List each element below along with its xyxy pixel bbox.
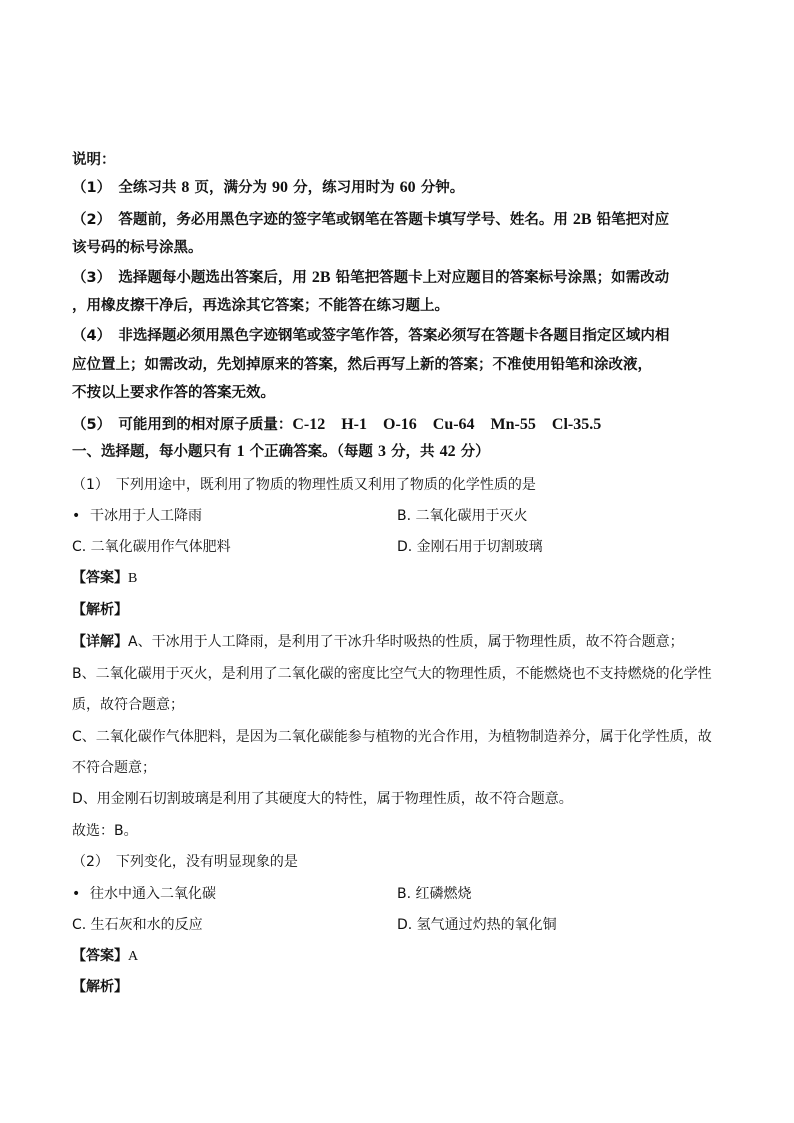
question-2-option-b: B. 红磷燃烧 — [397, 886, 472, 902]
question-2-option-d: D. 氢气通过灼热的氧化铜 — [397, 917, 557, 933]
question-1-detail-1: B、二氧化碳用于灭火，是利用了二氧化碳的密度比空气大的物理性质，不能燃烧也不支持燃烧的化学性 — [72, 666, 712, 682]
question-2-option-a: • 往水中通入二氧化碳 — [72, 886, 216, 902]
question-2-stem: （2） 下列变化，没有明显现象的是 — [72, 854, 298, 870]
instruction-3-cont: ，用橡皮擦干净后，再选涂其它答案；不能答在练习题上。 — [72, 298, 449, 314]
question-1-detail-3: C、二氧化碳作气体肥料，是因为二氧化碳能参与植物的光合作用，为植物制造养分，属于化学性质，故 — [72, 729, 712, 745]
section-heading: 一、选择题，每小题只有 1 个正确答案。（每题 3 分，共 42 分） — [72, 443, 490, 460]
instruction-2: （2） 答题前，务必用黑色字迹的签字笔或钢笔在答题卡填写学号、姓名。用 2B 铅笔把对应 — [72, 211, 670, 228]
question-1-detail-0: 【详解】A、干冰用于人工降雨，是利用了干冰升华时吸热的性质，属于物理性质，故不符合题意； — [72, 634, 684, 650]
instruction-4-cont1: 应位置上；如需改动，先划掉原来的答案，然后再写上新的答案；不准使用铅笔和涂改液， — [72, 357, 652, 373]
bullet-icon: • — [72, 508, 81, 524]
question-1-detail-6: 故选：B。 — [72, 823, 138, 839]
question-1-option-d: D. 金刚石用于切割玻璃 — [397, 539, 543, 555]
question-1-analysis-label: 【解析】 — [72, 602, 128, 618]
instructions-heading: 说明： — [72, 152, 116, 168]
question-1-stem: （1） 下列用途中，既利用了物质的物理性质又利用了物质的化学性质的是 — [72, 477, 536, 493]
question-1-detail-2: 质，故符合题意； — [72, 697, 184, 713]
question-2-option-c: C. 生石灰和水的反应 — [72, 917, 203, 933]
question-1-option-a: • 干冰用于人工降雨 — [72, 508, 202, 524]
question-1-detail-5: D、用金刚石切割玻璃是利用了其硬度大的特性，属于物理性质，故不符合题意。 — [72, 791, 573, 807]
instruction-1: （1） 全练习共 8 页，满分为 90 分，练习用时为 60 分钟。 — [72, 179, 465, 196]
question-2-answer: 【答案】A — [72, 948, 139, 964]
instruction-4: （4） 非选择题必须用黑色字迹钢笔或签字笔作答，答案必须写在答题卡各题目指定区域内相 — [72, 328, 670, 344]
bullet-icon: • — [72, 886, 81, 902]
instruction-4-cont2: 不按以上要求作答的答案无效。 — [72, 385, 275, 401]
question-1-detail-4: 不符合题意； — [72, 760, 156, 776]
instruction-3: （3） 选择题每小题选出答案后，用 2B 铅笔把答题卡上对应题目的答案标号涂黑；如需改动 — [72, 269, 670, 286]
question-1-answer: 【答案】B — [72, 570, 138, 586]
question-1-option-b: B. 二氧化碳用于灭火 — [397, 508, 528, 524]
instruction-2-cont: 该号码的标号涂黑。 — [72, 240, 203, 256]
question-1-option-c: C. 二氧化碳用作气体肥料 — [72, 539, 231, 555]
instruction-5: （5） 可能用到的相对原子质量：C-12 H-1 O-16 Cu-64 Mn-55 Cl-35.5 — [72, 416, 602, 433]
question-2-analysis-label: 【解析】 — [72, 979, 128, 995]
